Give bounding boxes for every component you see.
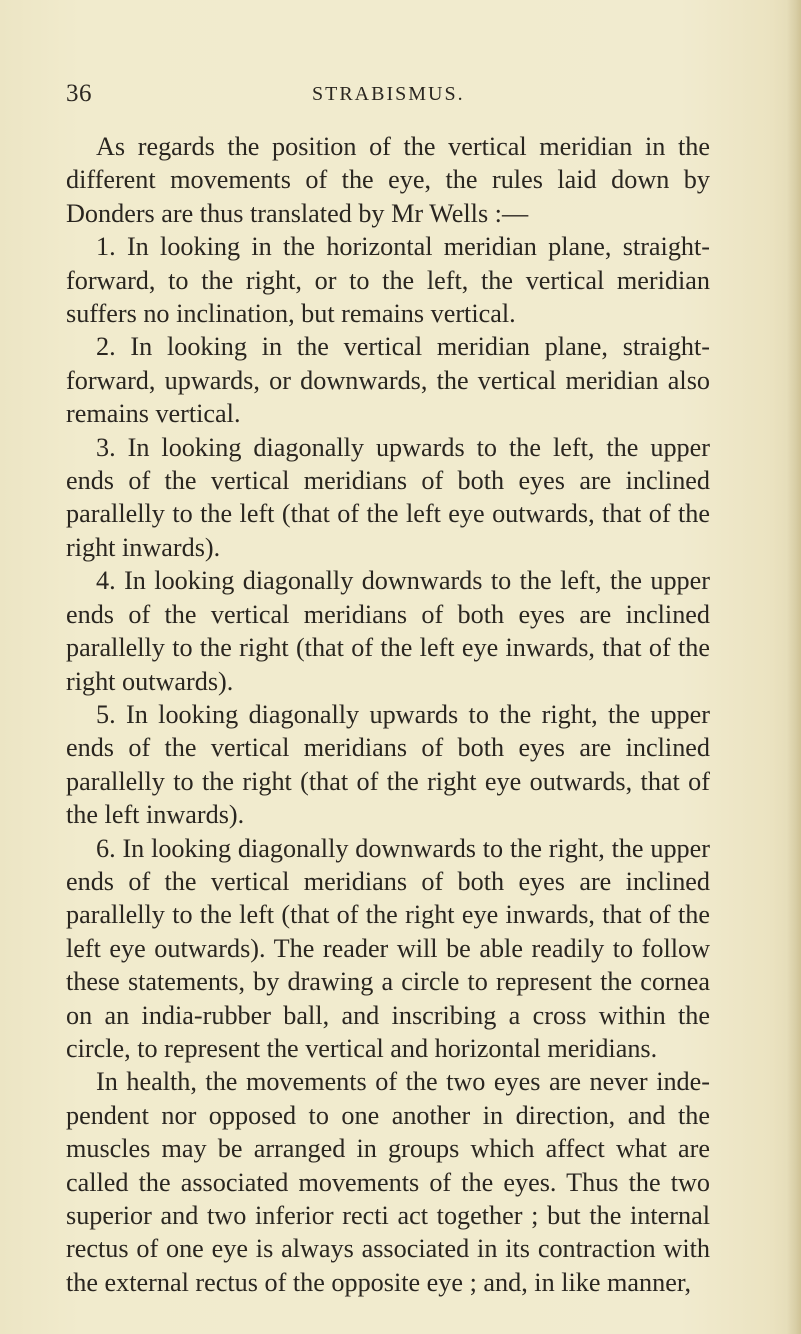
paragraph-rule-4: 4. In looking diagonally downwards to the left, the upper ends of the vertical meridians of both eyes are inclined parallelly to the right (that of the left eye inwards, that of the right outwards). xyxy=(66,566,710,696)
running-head: STRABISMUS. xyxy=(312,83,465,105)
paragraph-rule-6: 6. In looking diagonally downwards to the right, the upper ends of the vertical meridians of both eyes are inclined parallelly to the left (that of the right eye inwards, that of the left eye outwards). The reader will be able readily to follow these statements, by drawing a circle to represent the cornea on an india-rubber ball, and inscribing a cross within the circle, to represent the vertical and horizontal meridians. xyxy=(66,833,710,1063)
paragraph-rule-3: 3. In looking diagonally upwards to the left, the upper ends of the vertical meridians of both eyes are inclined parallelly to the left (that of the left eye outwards, that of the right inwards). xyxy=(66,432,710,562)
paragraph-rule-2: 2. In looking in the vertical meridian plane, straight-forward, upwards, or downwards, the vertical meridian also remains vertical. xyxy=(66,332,710,429)
page-header xyxy=(0,80,801,116)
paragraph-rule-1: 1. In looking in the horizontal meridian plane, straight-forward, to the right, or to the left, the vertical meridian suffers no inclination, but remains vertical. xyxy=(66,232,710,329)
paragraph-rule-5: 5. In looking diagonally upwards to the right, the upper ends of the vertical meridians of both eyes are inclined parallelly to the right (that of the right eye outwards, that of the left inwards). xyxy=(66,699,710,830)
paragraph-intro: As regards the position of the vertical meridian in the different movements of the eye, the rules laid down by Donders are thus translated by Mr Wells :— xyxy=(66,132,710,228)
paragraph-health: In health, the movements of the two eyes are never inde-pendent nor opposed to one another in direction, and the muscles may be arranged in groups which affect what are called the associated movements of the eyes. Thus the two superior and two inferior recti act together ; but the internal rectus of one eye is always associated in its contraction with the external rectus of the opposite eye ; and, in like manner, xyxy=(66,1067,710,1297)
page-number: 36 xyxy=(66,80,92,107)
body-text xyxy=(66,130,710,1299)
page-edge-shadow xyxy=(787,0,801,1334)
